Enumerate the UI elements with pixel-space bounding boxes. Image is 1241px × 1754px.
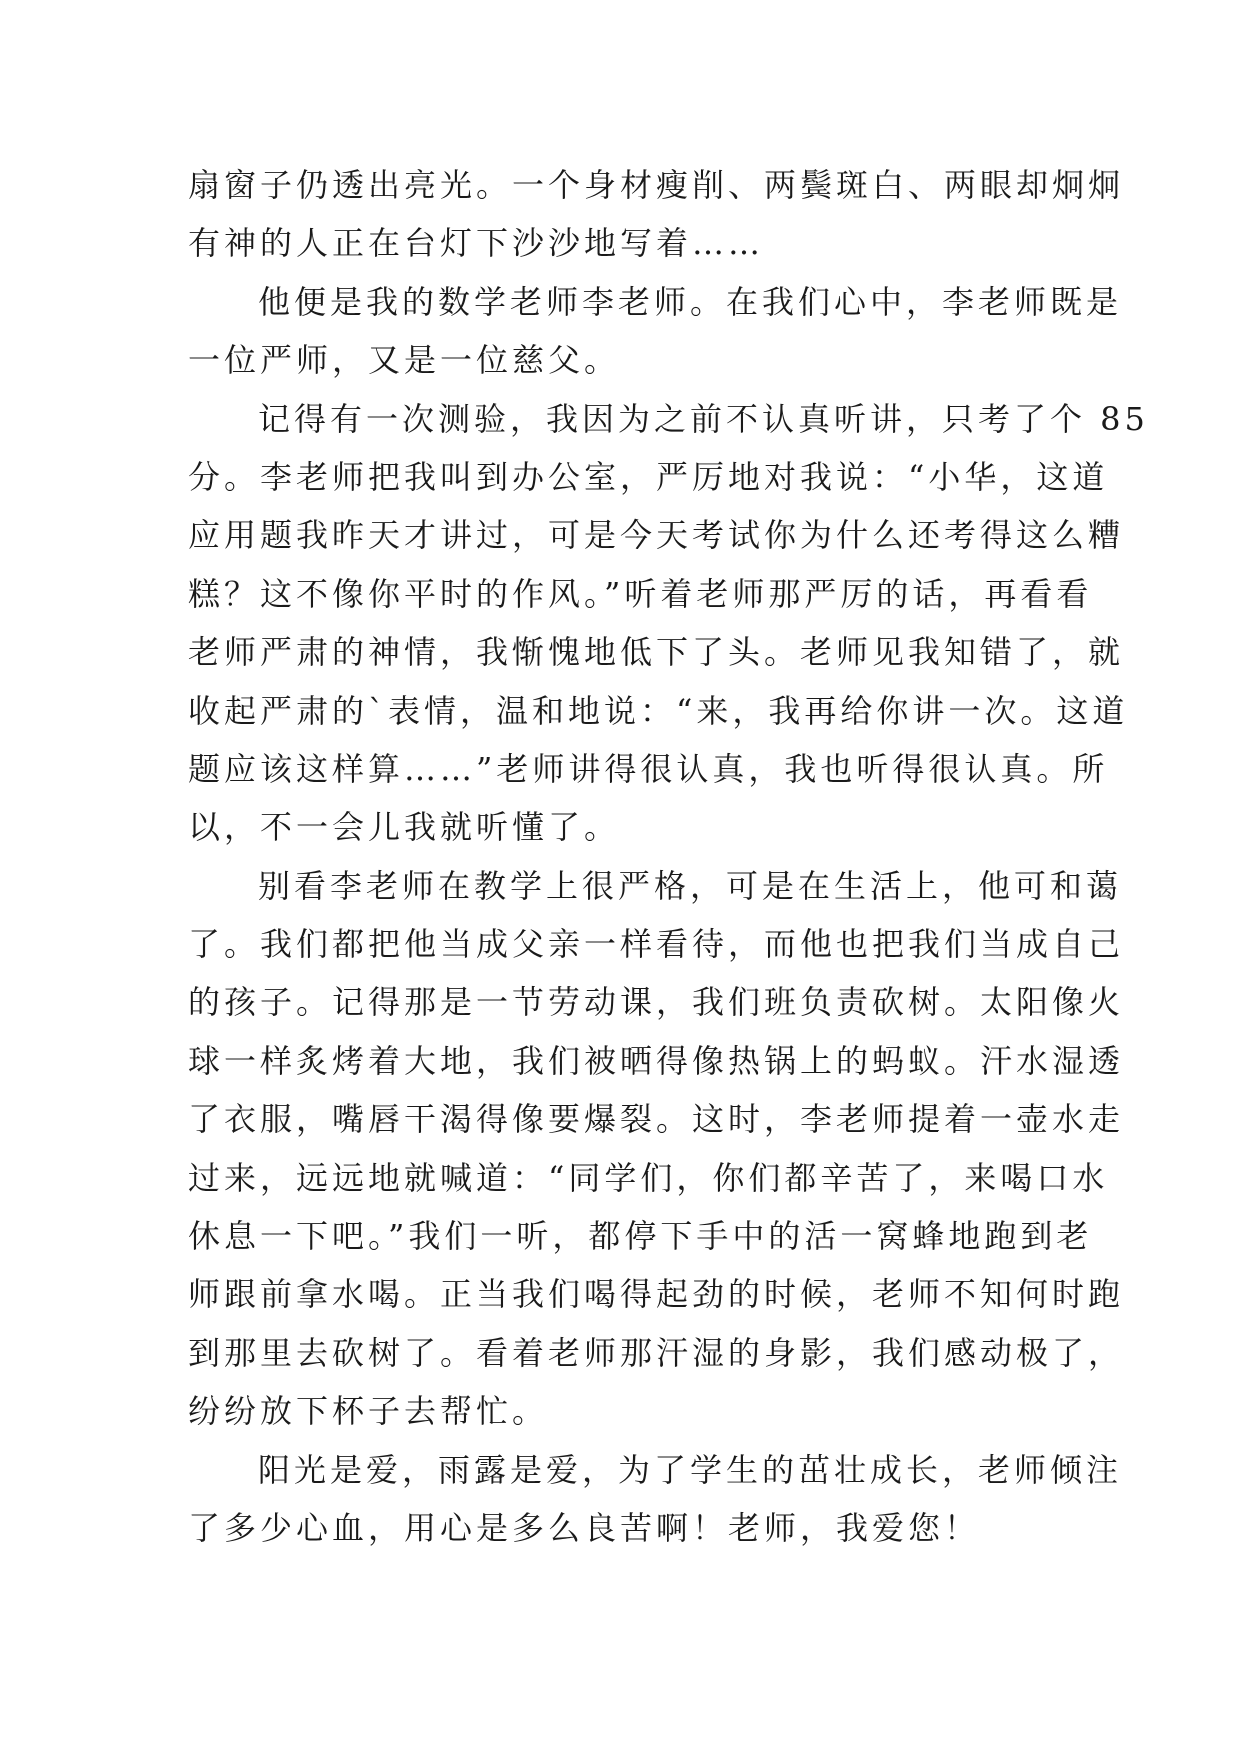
text-line: 收起严肃的`表情，温和地说：“来，我再给你讲一次。这道 xyxy=(188,691,1129,730)
text-line: 扇窗子仍透出亮光。一个身材瘦削、两鬓斑白、两眼却炯炯 xyxy=(188,166,1125,204)
paragraph-start-line: 他便是我的数学老师李老师。在我们心中，李老师既是 xyxy=(258,282,1123,321)
text-line: 纷纷放下杯子去帮忙。 xyxy=(188,1392,549,1431)
text-line: 一位严师，又是一位慈父。 xyxy=(188,341,621,380)
text-line: 老师严肃的神情，我惭愧地低下了头。老师见我知错了，就 xyxy=(188,633,1125,672)
text-line: 了多少心血，用心是多么良苦啊！老师，我爱您！ xyxy=(188,1508,981,1547)
text-line: 了。我们都把他当成父亲一样看待，而他也把我们当成自己 xyxy=(188,925,1125,964)
text-line: 以，不一会儿我就听懂了。 xyxy=(188,808,621,847)
text-line: 的孩子。记得那是一节劳动课，我们班负责砍树。太阳像火 xyxy=(188,983,1125,1022)
text-line: 题应该这样算……”老师讲得很认真，我也听得很认真。所 xyxy=(188,749,1109,788)
text-line: 应用题我昨天才讲过，可是今天考试你为什么还考得这么糟 xyxy=(188,516,1125,555)
text-line: 分。李老师把我叫到办公室，严厉地对我说：“小华，这道 xyxy=(188,457,1109,496)
paragraph-start-line: 记得有一次测验，我因为之前不认真听讲，只考了个 85 xyxy=(258,399,1149,438)
text-line: 到那里去砍树了。看着老师那汗湿的身影，我们感动极了， xyxy=(188,1333,1125,1372)
essay-body xyxy=(188,156,1149,1557)
text-line: 有神的人正在台灯下沙沙地写着…… xyxy=(188,224,765,263)
text-line: 过来，远远地就喊道：“同学们，你们都辛苦了，来喝口水 xyxy=(188,1158,1109,1197)
paragraph-start-line: 阳光是爱，雨露是爱，为了学生的茁壮成长，老师倾注 xyxy=(258,1450,1123,1489)
text-line: 休息一下吧。”我们一听，都停下手中的活一窝蜂地跑到老 xyxy=(188,1217,1093,1256)
text-line: 了衣服，嘴唇干渴得像要爆裂。这时，李老师提着一壶水走 xyxy=(188,1100,1125,1139)
text-line: 球一样炙烤着大地，我们被晒得像热锅上的蚂蚁。汗水湿透 xyxy=(188,1041,1125,1080)
text-line: 师跟前拿水喝。正当我们喝得起劲的时候，老师不知何时跑 xyxy=(188,1275,1125,1314)
paragraph-start-line: 别看李老师在教学上很严格，可是在生活上，他可和蔼 xyxy=(258,866,1123,905)
text-line: 糕？这不像你平时的作风。”听着老师那严厉的话，再看看 xyxy=(188,574,1093,613)
